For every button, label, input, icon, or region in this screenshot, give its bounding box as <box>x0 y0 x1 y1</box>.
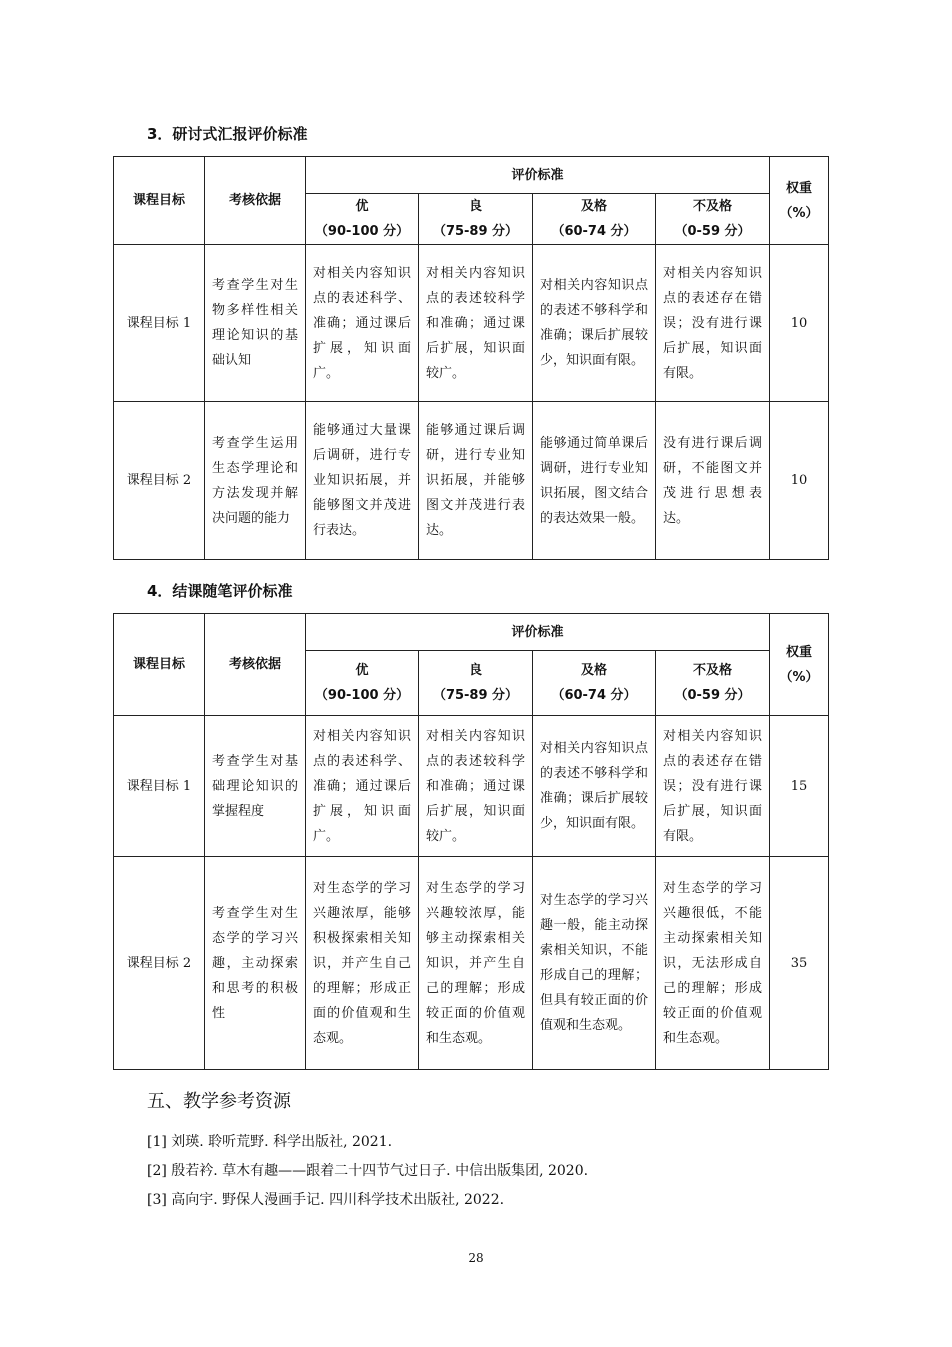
cell-basis: 考查学生对基础理论知识的掌握程度 <box>205 716 306 857</box>
header-goal: 课程目标 <box>114 614 205 716</box>
table-row <box>114 716 829 857</box>
cell-goal: 课程目标 2 <box>114 857 205 1070</box>
cell-weight: 15 <box>770 716 829 857</box>
header-level-fail: 不及格 （0-59 分） <box>656 194 770 245</box>
header-criteria: 评价标准 <box>306 157 770 194</box>
seminar-evaluation-table <box>113 156 829 560</box>
section4-title: 4．结课随笔评价标准 <box>147 582 293 600</box>
cell-fail: 没有进行课后调研，不能图文并茂进行思想表达。 <box>656 402 770 560</box>
header-level-excellent: 优 （90-100 分） <box>306 194 419 245</box>
header-level-good: 良 （75-89 分） <box>419 651 533 716</box>
cell-excellent: 对相关内容知识点的表述科学、准确；通过课后扩展，知识面广。 <box>306 245 419 402</box>
cell-excellent: 能够通过大量课后调研，进行专业知识拓展，并能够图文并茂进行表达。 <box>306 402 419 560</box>
cell-fail: 对相关内容知识点的表述存在错误；没有进行课后扩展，知识面有限。 <box>656 245 770 402</box>
cell-weight: 10 <box>770 402 829 560</box>
reference-item: [3] 高向宇. 野保人漫画手记. 四川科学技术出版社, 2022. <box>147 1192 505 1208</box>
header-goal: 课程目标 <box>114 157 205 245</box>
cell-good: 对相关内容知识点的表述较科学和准确；通过课后扩展，知识面较广。 <box>419 245 533 402</box>
cell-basis: 考查学生运用生态学理论和方法发现并解决问题的能力 <box>205 402 306 560</box>
cell-weight: 10 <box>770 245 829 402</box>
cell-fail: 对生态学的学习兴趣很低，不能主动探索相关知识，无法形成自己的理解；形成较正面的价值观和生态观。 <box>656 857 770 1070</box>
cell-fail: 对相关内容知识点的表述存在错误；没有进行课后扩展，知识面有限。 <box>656 716 770 857</box>
cell-pass: 对相关内容知识点的表述不够科学和准确；课后扩展较少，知识面有限。 <box>533 716 656 857</box>
cell-basis: 考查学生对生态学的学习兴趣，主动探索和思考的积极性 <box>205 857 306 1070</box>
header-level-excellent: 优 （90-100 分） <box>306 651 419 716</box>
cell-pass: 对相关内容知识点的表述不够科学和准确；课后扩展较少，知识面有限。 <box>533 245 656 402</box>
page-number: 28 <box>468 1251 484 1265</box>
cell-basis: 考查学生对生物多样性相关理论知识的基础认知 <box>205 245 306 402</box>
table-row <box>114 245 829 402</box>
table-row <box>114 857 829 1070</box>
header-level-pass: 及格 （60-74 分） <box>533 194 656 245</box>
cell-good: 对生态学的学习兴趣较浓厚，能够主动探索相关知识，并产生自己的理解；形成较正面的价值观和生态观。 <box>419 857 533 1070</box>
reference-item: [1] 刘瑛. 聆听荒野. 科学出版社, 2021. <box>147 1134 393 1150</box>
table-row <box>114 402 829 560</box>
cell-excellent: 对相关内容知识点的表述科学、准确；通过课后扩展，知识面广。 <box>306 716 419 857</box>
header-weight: 权重 （%） <box>770 157 829 245</box>
cell-goal: 课程目标 1 <box>114 245 205 402</box>
header-weight: 权重 （%） <box>770 614 829 716</box>
resources-title: 五、教学参考资源 <box>147 1091 291 1112</box>
cell-weight: 35 <box>770 857 829 1070</box>
cell-good: 能够通过课后调研，进行专业知识拓展，并能够图文并茂进行表达。 <box>419 402 533 560</box>
section3-title: 3．研讨式汇报评价标准 <box>147 125 308 143</box>
cell-goal: 课程目标 2 <box>114 402 205 560</box>
header-basis: 考核依据 <box>205 157 306 245</box>
cell-goal: 课程目标 1 <box>114 716 205 857</box>
reference-item: [2] 殷若衿. 草木有趣——跟着二十四节气过日子. 中信出版集团, 2020. <box>147 1163 589 1179</box>
cell-good: 对相关内容知识点的表述较科学和准确；通过课后扩展，知识面较广。 <box>419 716 533 857</box>
header-level-good: 良 （75-89 分） <box>419 194 533 245</box>
header-basis: 考核依据 <box>205 614 306 716</box>
cell-pass: 能够通过简单课后调研，进行专业知识拓展，图文结合的表达效果一般。 <box>533 402 656 560</box>
header-level-pass: 及格 （60-74 分） <box>533 651 656 716</box>
header-level-fail: 不及格 （0-59 分） <box>656 651 770 716</box>
header-criteria: 评价标准 <box>306 614 770 651</box>
essay-evaluation-table <box>113 613 829 1070</box>
cell-excellent: 对生态学的学习兴趣浓厚，能够积极探索相关知识，并产生自己的理解；形成正面的价值观和生态观。 <box>306 857 419 1070</box>
cell-pass: 对生态学的学习兴趣一般，能主动探索相关知识，不能形成自己的理解；但具有较正面的价值观和生态观。 <box>533 857 656 1070</box>
